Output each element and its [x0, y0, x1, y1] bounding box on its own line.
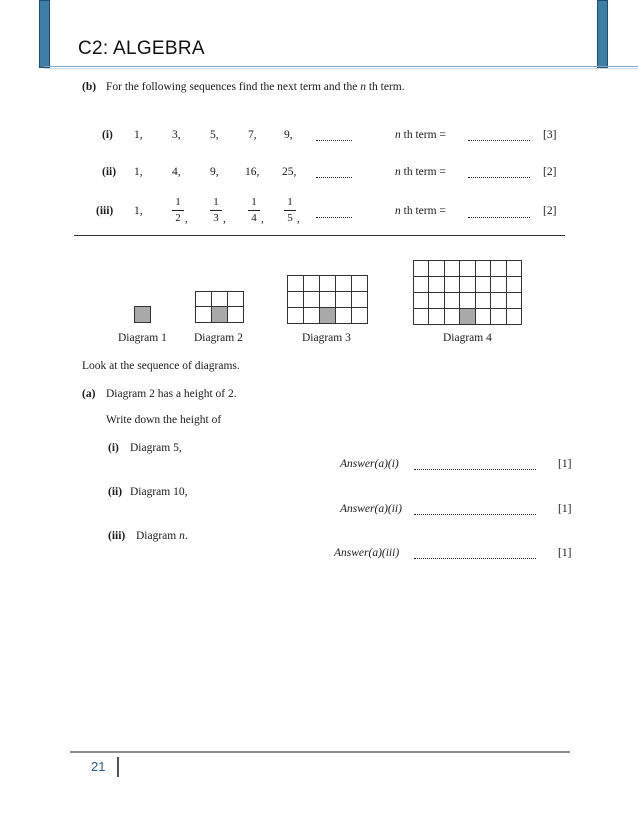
row-iii-fraction-3-bar [248, 210, 260, 211]
row-iii-comma-1: , [185, 213, 188, 225]
diagram-4-cell [476, 309, 491, 325]
row-iii-fraction-1-numerator: 1 [175, 196, 181, 208]
diagram-3-cell [304, 292, 320, 308]
diagram-1-shaded-cell [135, 307, 151, 323]
row-iii-fraction-4-denominator: 5 [287, 212, 293, 224]
row-i-nth-term-label [395, 130, 446, 142]
diagram-4-cell [445, 309, 460, 325]
diagram-2-cell [196, 292, 212, 307]
diagram-3-cell [352, 292, 368, 308]
item-ii-answer-blank[interactable] [414, 514, 536, 515]
diagram-4-cell [429, 309, 445, 325]
diagram-4-cell [414, 261, 429, 277]
row-i-term-4: 7, [248, 129, 257, 141]
diagram-3-label: Diagram 3 [302, 332, 351, 344]
row-i-marks: [3] [543, 129, 557, 141]
diagram-3-cell [336, 292, 352, 308]
diagram-4-cell [460, 277, 476, 293]
row-ii-label: (ii) [102, 166, 117, 178]
item-ii-text: Diagram 10, [130, 486, 188, 498]
row-iii-term-1: 1, [134, 205, 143, 217]
row-ii-nth-term-label [395, 167, 446, 179]
diagram-4-cell [414, 309, 429, 325]
diagram-3-cell [304, 308, 320, 324]
question-a-text: Diagram 2 has a height of 2. [106, 388, 237, 400]
row-i-nth-tail: th term = [403, 129, 446, 141]
item-i-answer-blank[interactable] [414, 469, 536, 470]
diagram-4-cell [445, 261, 460, 277]
item-i-label: (i) [108, 442, 119, 454]
diagram-3-cell [288, 308, 304, 324]
diagram-2-label: Diagram 2 [194, 332, 243, 344]
diagram-3-cell [336, 276, 352, 292]
row-i-next-term-blank[interactable] [316, 140, 352, 141]
diagram-4-cell [491, 277, 507, 293]
item-i-answer-label: Answer(a)(i) [340, 458, 399, 470]
header-rule [44, 66, 638, 67]
part-b-prompt-tail: th term. [368, 81, 405, 93]
row-iii-fraction-2-bar [210, 210, 222, 211]
item-ii-marks: [1] [558, 503, 572, 515]
row-iii-next-term-blank[interactable] [316, 217, 352, 218]
diagram-4-cell [429, 277, 445, 293]
row-i-term-1: 1, [134, 129, 143, 141]
row-iii-nth-tail: th term = [403, 205, 446, 217]
row-iii-fraction-4 [284, 197, 296, 224]
diagram-3-cell [352, 276, 368, 292]
item-i-marks: [1] [558, 458, 572, 470]
item-ii-answer-label: Answer(a)(ii) [340, 503, 402, 515]
section-separator [74, 235, 565, 236]
row-ii-nth-tail: th term = [403, 166, 446, 178]
header-right-bar [597, 0, 608, 68]
diagram-1-label: Diagram 1 [118, 332, 167, 344]
diagram-4-shaded-cell [460, 309, 476, 325]
item-i-text: Diagram 5, [130, 442, 182, 454]
diagram-3-cell [320, 276, 336, 292]
item-iii-label: (iii) [108, 530, 126, 542]
diagram-4 [413, 260, 522, 325]
row-iii-label: (iii) [96, 205, 114, 217]
part-b-prompt [106, 82, 405, 94]
diagram-3-cell [320, 292, 336, 308]
page-header-title: C2: ALGEBRA [78, 38, 205, 59]
diagram-4-cell [429, 293, 445, 309]
row-ii-term-5: 25, [282, 166, 297, 178]
diagram-4-cell [491, 261, 507, 277]
row-i-label: (i) [102, 129, 113, 141]
item-iii-text-var: n [179, 530, 185, 542]
diagram-4-cell [414, 293, 429, 309]
diagram-4-cell [476, 293, 491, 309]
diagram-4-cell [445, 277, 460, 293]
item-iii-text-word: Diagram [136, 530, 177, 542]
part-b-prompt-n: n [360, 81, 366, 93]
row-iii-nth-n: n [395, 205, 401, 217]
diagram-3-shaded-cell [320, 308, 336, 324]
diagram-4-cell [414, 277, 429, 293]
row-ii-nth-n: n [395, 166, 401, 178]
row-ii-marks: [2] [543, 166, 557, 178]
row-iii-comma-2: , [223, 213, 226, 225]
row-iii-fraction-2-denominator: 3 [213, 212, 219, 224]
diagram-2-cell [228, 307, 244, 323]
row-iii-fraction-4-numerator: 1 [287, 196, 293, 208]
row-iii-fraction-3-denominator: 4 [251, 212, 257, 224]
row-iii-comma-4: , [297, 213, 300, 225]
item-iii-marks: [1] [558, 547, 572, 559]
row-iii-fraction-1 [172, 197, 184, 224]
diagram-2-cell [196, 307, 212, 323]
item-iii-answer-label: Answer(a)(iii) [334, 547, 400, 559]
diagram-3 [287, 275, 368, 324]
diagram-2 [195, 291, 244, 323]
row-i-term-3: 5, [210, 129, 219, 141]
diagram-4-cell [429, 261, 445, 277]
row-iii-fraction-1-bar [172, 210, 184, 211]
row-iii-fraction-4-bar [284, 210, 296, 211]
diagram-2-shaded-cell [212, 307, 228, 323]
part-b-prompt-text: For the following sequences find the next term and the [106, 81, 358, 93]
diagram-3-cell [336, 308, 352, 324]
row-ii-term-1: 1, [134, 166, 143, 178]
row-i-term-2: 3, [172, 129, 181, 141]
row-iii-nth-term-blank[interactable] [468, 217, 530, 218]
row-iii-fraction-3 [248, 197, 260, 224]
row-ii-term-4: 16, [245, 166, 260, 178]
row-ii-next-term-blank[interactable] [316, 177, 352, 178]
row-iii-comma-3: , [261, 213, 264, 225]
item-iii-answer-blank[interactable] [414, 558, 536, 559]
diagram-4-cell [507, 293, 522, 309]
diagram-2-cell [212, 292, 228, 307]
part-b-label: (b) [82, 81, 97, 93]
diagram-3-cell [352, 308, 368, 324]
row-iii-fraction-3-numerator: 1 [251, 196, 257, 208]
diagram-1 [134, 306, 151, 323]
row-iii-nth-term-label [395, 206, 446, 218]
diagram-4-cell [460, 293, 476, 309]
diagram-4-cell [445, 293, 460, 309]
item-iii-text-end: . [184, 530, 188, 542]
row-i-term-5: 9, [284, 129, 293, 141]
diagram-4-label: Diagram 4 [443, 332, 492, 344]
row-i-nth-n: n [395, 129, 401, 141]
diagram-4-cell [476, 261, 491, 277]
diagram-4-cell [476, 277, 491, 293]
question-a-label: (a) [82, 388, 96, 400]
row-ii-term-2: 4, [172, 166, 181, 178]
diagram-2-cell [228, 292, 244, 307]
diagram-4-cell [491, 293, 507, 309]
item-iii-text [136, 531, 188, 543]
diagram-4-cell [507, 261, 522, 277]
diagram-4-cell [507, 309, 522, 325]
diagram-4-cell [460, 261, 476, 277]
row-i-nth-term-blank[interactable] [468, 140, 530, 141]
row-iii-marks: [2] [543, 205, 557, 217]
question-instruction: Write down the height of [106, 414, 222, 426]
row-iii-fraction-2 [210, 197, 222, 224]
row-iii-fraction-2-numerator: 1 [213, 196, 219, 208]
row-ii-nth-term-blank[interactable] [468, 177, 530, 178]
diagram-4-cell [491, 309, 507, 325]
item-ii-label: (ii) [108, 486, 123, 498]
row-ii-term-3: 9, [210, 166, 219, 178]
diagram-4-cell [507, 277, 522, 293]
footer-rule [70, 751, 570, 753]
header-left-bar [39, 0, 50, 68]
header-rule-shadow [44, 68, 638, 69]
page-number: 21 [91, 759, 106, 774]
diagram-3-cell [304, 276, 320, 292]
footer-divider-bar [117, 757, 119, 777]
row-iii-fraction-1-denominator: 2 [175, 212, 181, 224]
diagram-3-cell [288, 276, 304, 292]
diagram-3-cell [288, 292, 304, 308]
question-intro: Look at the sequence of diagrams. [82, 360, 240, 372]
